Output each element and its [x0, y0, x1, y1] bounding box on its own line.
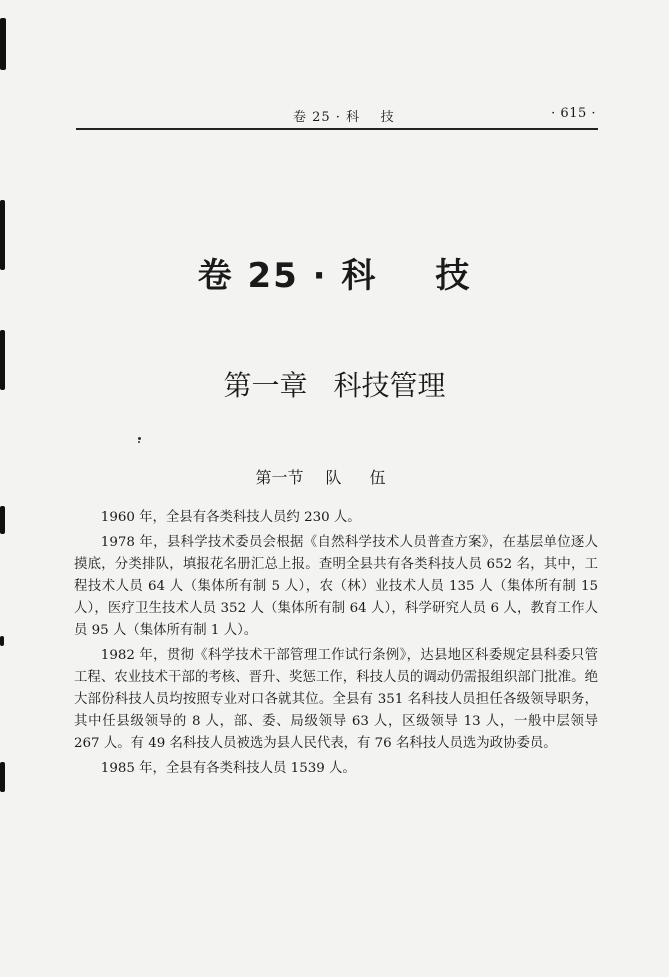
paragraph: 1985 年，全县有各类科技人员 1539 人。 — [100, 761, 356, 776]
scan-edge-mark — [0, 762, 5, 792]
volume-title-part1: 卷 25 · 科 — [197, 256, 378, 296]
volume-title — [0, 248, 669, 297]
chapter-name: 科技管理 — [333, 369, 446, 402]
running-header — [78, 106, 596, 126]
scan-speck — [138, 441, 140, 443]
chapter-title — [0, 364, 669, 404]
scan-edge-mark — [0, 506, 5, 534]
page-number: · 615 · — [551, 106, 596, 121]
header-rule — [76, 128, 598, 130]
chapter-number: 第一章 — [223, 369, 308, 402]
running-title: 卷 25 · 科 技 — [293, 110, 395, 125]
body-text — [74, 507, 598, 783]
section-name: 队伍 — [325, 468, 414, 487]
paragraph: 1960 年，全县有各类科技人员约 230 人。 — [100, 510, 361, 525]
paragraph: 1982 年，贯彻《科学技术干部管理工作试行条例》，达县地区科委规定县科委只管工程、农业技术干部的考核、晋升、奖惩工作，科技人员的调动仍需报组织部门批准。绝大部份科技人员均按照专业对口各就其位。全县有 351 名科技人员担任各级领导职务，其中任县级领导的 8 人，部、委、局级领导 63 人，区级领导 13 人，一般中层领导 267 人。有 49 名科技人员被选为县人民代表，有 76 名科技人员选为政协委员。 — [74, 648, 598, 751]
scan-edge-mark — [0, 636, 4, 646]
paragraph: 1978 年，县科学技术委员会根据《自然科学技术人员普查方案》，在基层单位逐人摸底，分类排队，填报花名册汇总上报。查明全县共有各类科技人员 652 名，其中，工程技术人员 64 人（集体所有制 5 人），农（林）业技术人员 135 人（集体所有制 15 人），医疗卫生技术人员 352 人（集体所有制 64 人），科学研究人员 6 人，教育工作人员 95 人（集体所有制 1 人）。 — [74, 535, 598, 638]
volume-title-part2: 技 — [435, 256, 472, 296]
section-title — [0, 465, 669, 488]
section-number: 第一节 — [255, 468, 304, 487]
scan-edge-mark — [0, 18, 6, 70]
scan-speck — [138, 437, 141, 440]
